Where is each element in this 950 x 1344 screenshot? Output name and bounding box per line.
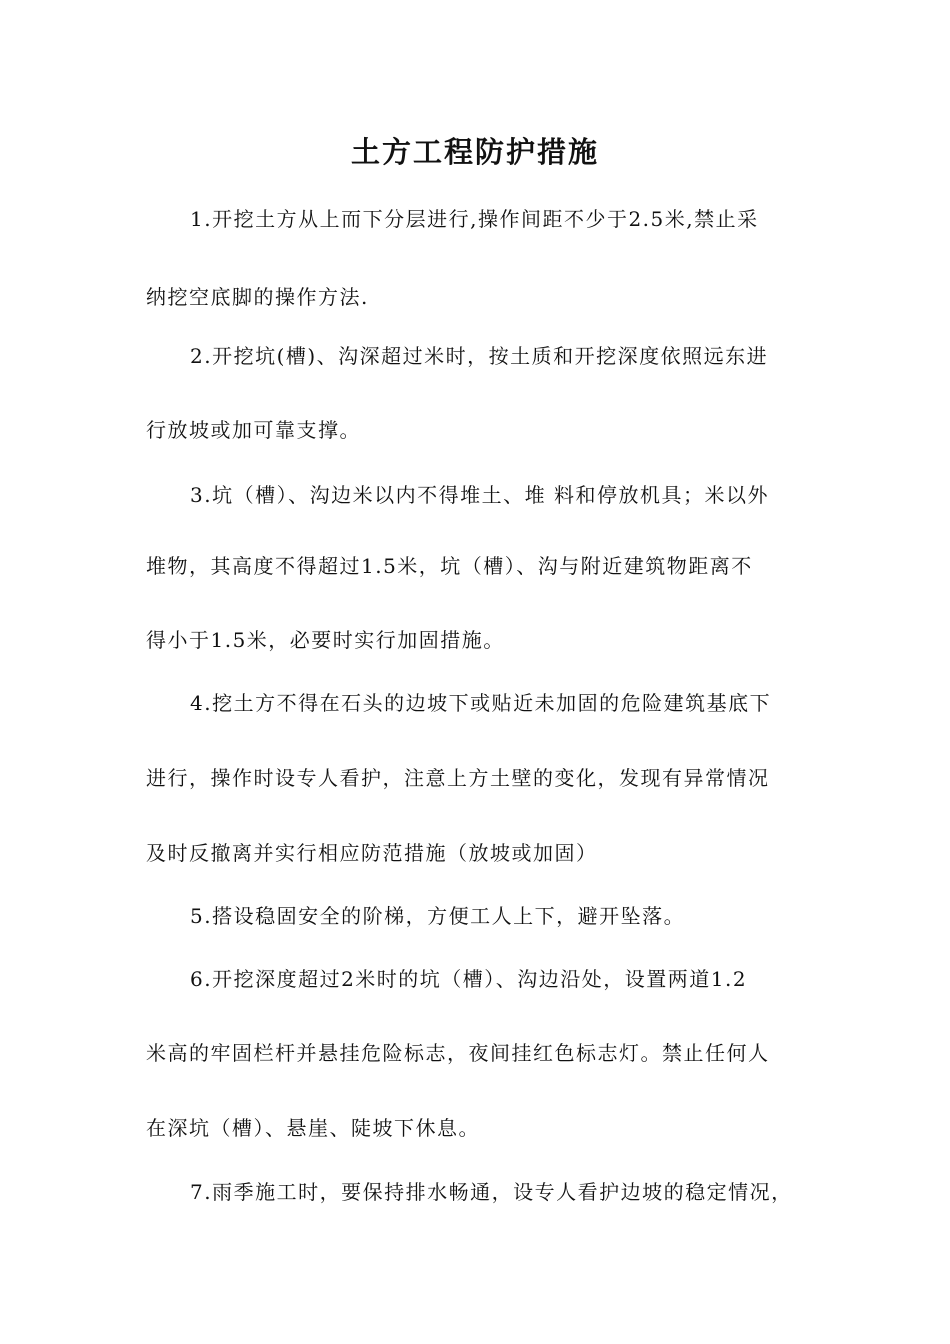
paragraph-5-line-1: 5.搭设稳固安全的阶梯，方便工人上下，避开坠落。	[190, 904, 686, 928]
paragraph-4-line-3: 及时反撤离并实行相应防范措施（放坡或加固）	[146, 841, 598, 865]
paragraph-4-line-1: 4.挖土方不得在石头的边坡下或贴近未加固的危险建筑基底下	[190, 691, 772, 715]
paragraph-3-line-3: 得小于1.5米，必要时实行加固措施。	[146, 628, 505, 652]
paragraph-2-line-1: 2.开挖坑(槽)、沟深超过米时，按土质和开挖深度依照远东进	[190, 344, 769, 368]
paragraph-6-line-2: 米高的牢固栏杆并悬挂危险标志，夜间挂红色标志灯。禁止任何人	[146, 1041, 770, 1065]
paragraph-1-line-1: 1.开挖土方从上而下分层进行,操作间距不少于2.5米,禁止采	[190, 207, 759, 231]
paragraph-7-line-1: 7.雨季施工时，要保持排水畅通，设专人看护边坡的稳定情况，	[190, 1180, 793, 1204]
paragraph-6-line-3: 在深坑（槽）、悬崖、陡坡下休息。	[146, 1116, 480, 1140]
paragraph-4-line-2: 进行，操作时设专人看护，注意上方土壁的变化，发现有异常情况	[146, 766, 770, 790]
paragraph-6-line-1: 6.开挖深度超过2米时的坑（槽）、沟边沿处，设置两道1.2	[190, 967, 748, 991]
paragraph-2-line-2: 行放坡或加可靠支撑。	[146, 418, 361, 442]
paragraph-1-line-2: 纳挖空底脚的操作方法.	[146, 285, 369, 309]
paragraph-3-line-1: 3.坑（槽）、沟边米以内不得堆土、堆 料和停放机具；米以外	[190, 483, 769, 507]
paragraph-3-line-2: 堆物，其高度不得超过1.5米，坑（槽）、沟与附近建筑物距离不	[146, 554, 753, 578]
page-title: 土方工程防护措施	[350, 135, 599, 169]
